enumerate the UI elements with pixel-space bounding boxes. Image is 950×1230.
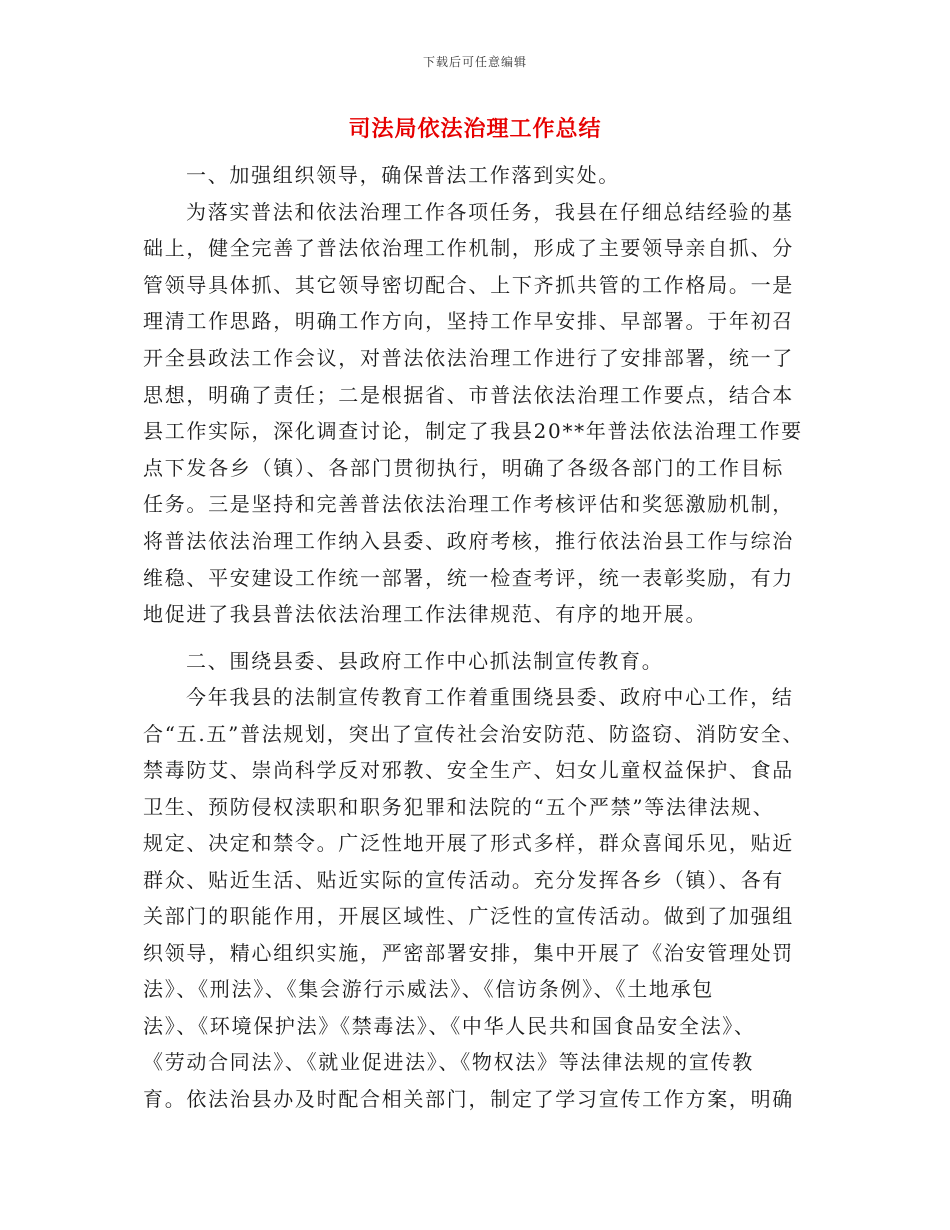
paragraph-line: 《劳动合同法》、《就业促进法》、《物权法》等法律法规的宣传教: [143, 1050, 754, 1074]
paragraph-line: 地促进了我县普法依法治理工作法律规范、有序的地开展。: [143, 602, 708, 626]
paragraph-line: 法》、《环境保护法》《禁毒法》、《中华人民共和国食品安全法》、: [143, 1014, 756, 1038]
paragraph-line: 织领导，精心组织实施，严密部署安排，集中开展了《治安管理处罚: [143, 941, 794, 965]
paragraph-line: 卫生、预防侵权渎职和职务犯罪和法院的“五个严禁”等法律法规、: [143, 795, 775, 819]
section-heading-1: 一、加强组织领导，确保普法工作落到实处。: [186, 163, 620, 187]
paragraph-line: 关部门的职能作用，开展区域性、广泛性的宣传活动。做到了加强组: [143, 904, 794, 928]
paragraph-line: 将普法依法治理工作纳入县委、政府考核，推行依法治县工作与综治: [143, 529, 794, 553]
document-title: 司法局依法治理工作总结: [348, 116, 602, 142]
paragraph-line: 法》、《刑法》、《集会游行示威法》、《信访条例》、《土地承包: [143, 977, 714, 1001]
paragraph-line: 育。依法治县办及时配合相关部门，制定了学习宣传工作方案，明确: [143, 1087, 794, 1111]
paragraph-line: 维稳、平安建设工作统一部署，统一检查考评，统一表彰奖励，有力: [143, 566, 794, 590]
header-note: 下载后可任意编辑: [422, 55, 527, 69]
paragraph-line: 管领导具体抓、其它领导密切配合、上下齐抓共管的工作格局。一是: [143, 273, 794, 297]
paragraph-line: 为落实普法和依法治理工作各项任务，我县在仔细总结经验的基: [186, 200, 794, 224]
paragraph-line: 础上，健全完善了普法依治理工作机制，形成了主要领导亲自抓、分: [143, 236, 794, 260]
paragraph-line: 规定、决定和禁令。广泛性地开展了形式多样，群众喜闻乐见，贴近: [143, 831, 794, 855]
paragraph-line: 合“五.五”普法规划，突出了宣传社会治安防范、防盗窃、消防安全、: [143, 722, 805, 746]
paragraph-line: 思想，明确了责任；二是根据省、市普法依法治理工作要点，结合本: [143, 383, 794, 407]
paragraph-line: 县工作实际，深化调查讨论，制定了我县20**年普法依法治理工作要: [143, 419, 803, 443]
paragraph-line: 任务。三是坚持和完善普法依法治理工作考核评估和奖惩激励机制，: [143, 492, 794, 516]
paragraph-line: 禁毒防艾、崇尚科学反对邪教、安全生产、妇女儿童权益保护、食品: [143, 758, 794, 782]
paragraph-line: 今年我县的法制宣传教育工作着重围绕县委、政府中心工作，结: [186, 685, 794, 709]
paragraph-line: 开全县政法工作会议，对普法依法治理工作进行了安排部署，统一了: [143, 346, 794, 370]
section-heading-2: 二、围绕县委、县政府工作中心抓法制宣传教育。: [186, 649, 664, 673]
paragraph-line: 群众、贴近生活、贴近实际的宣传活动。充分发挥各乡（镇）、各有: [143, 868, 784, 892]
paragraph-line: 理清工作思路，明确工作方向，坚持工作早安排、早部署。于年初召: [143, 309, 794, 333]
paragraph-line: 点下发各乡（镇）、各部门贯彻执行，明确了各级各部门的工作目标: [143, 456, 784, 480]
